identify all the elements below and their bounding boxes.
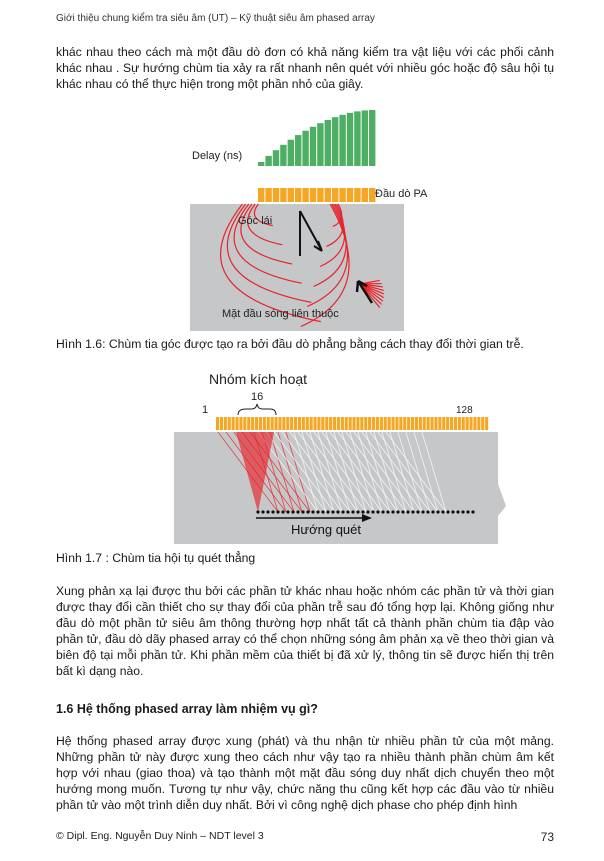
group-brace	[238, 404, 276, 415]
focal-point	[401, 510, 404, 513]
focal-point	[416, 510, 419, 513]
array-element	[399, 417, 402, 430]
focal-point	[331, 510, 334, 513]
array-element	[216, 417, 219, 430]
array-element	[251, 417, 254, 430]
wavefront-label: Mặt đầu sóng liên thuộc	[222, 308, 339, 320]
focal-point	[391, 510, 394, 513]
focal-point	[336, 510, 339, 513]
array-element	[298, 417, 301, 430]
focal-point	[436, 510, 439, 513]
array-element	[427, 417, 430, 430]
probe-element	[317, 188, 323, 202]
probe-element	[258, 188, 264, 202]
delay-bar	[347, 113, 353, 166]
focal-point	[341, 510, 344, 513]
probe-element	[362, 188, 368, 202]
focal-point	[306, 510, 309, 513]
array-element	[349, 417, 352, 430]
focal-point	[376, 510, 379, 513]
array-element	[419, 417, 422, 430]
focal-point	[431, 510, 434, 513]
delay-bar	[317, 123, 323, 166]
focal-point	[291, 510, 294, 513]
array-element	[384, 417, 387, 430]
figure-1-6-caption: Hình 1.6: Chùm tia góc được tạo ra bởi đầu dò phẳng bằng cách thay đổi thời gian trễ.	[56, 337, 524, 351]
array-element	[434, 417, 437, 430]
focal-point	[426, 510, 429, 513]
focal-point	[316, 510, 319, 513]
array-element	[271, 417, 274, 430]
probe-element	[354, 188, 360, 202]
array-element	[415, 417, 418, 430]
array-element	[294, 417, 297, 430]
array-element	[481, 417, 484, 430]
array-element	[239, 417, 242, 430]
array-element	[454, 417, 457, 430]
paragraph-intro: khác nhau theo cách mà một đầu dò đơn có khả năng kiểm tra vật liệu với các phối cảnh khác nhau . Sự hướng chùm tia xảy ra rất nhanh nên quét với nhiều góc hoặc độ sâu hội tụ khác nhau có thể thực hiện trong một phần nhỏ của giây.	[56, 45, 554, 91]
array-element	[345, 417, 348, 430]
focal-point	[456, 510, 459, 513]
array-element	[395, 417, 398, 430]
focal-point	[296, 510, 299, 513]
delay-bar	[280, 145, 286, 166]
linear-array-probe	[216, 417, 488, 430]
paragraph-reception: Xung phản xạ lại được thu bởi các phần tử khác nhau hoặc nhóm các phần tử và thời gian được thay đổi cần thiết cho sự thay đổi của phần trễ sau đó tổng hợp lại. Không giống như đầu dò một phần tử siêu âm thông thường hợp nhất tất cả thành phần chùm tia đập vào phần tử, đầu dò dãy phased array có thể chọn những sóng âm phản xạ về theo thời gian và biên độ tại mỗi phần tử. Khi phần mềm của thiết bị đã xử lý, thông tin sẽ được hiển thị trên bất kì dạng nào.	[56, 584, 554, 678]
delay-bar	[258, 162, 264, 166]
running-header: Giới thiệu chung kiểm tra siêu âm (UT) – Kỹ thuật siêu âm phased array	[56, 13, 375, 24]
delay-bar	[302, 131, 308, 166]
array-element	[267, 417, 270, 430]
focal-point	[281, 510, 284, 513]
focal-point	[461, 510, 464, 513]
array-element	[314, 417, 317, 430]
probe-element	[325, 188, 331, 202]
probe-element	[302, 188, 308, 202]
array-element	[243, 417, 246, 430]
probe-element	[332, 188, 338, 202]
array-element	[442, 417, 445, 430]
array-element	[290, 417, 293, 430]
delay-bar	[288, 140, 294, 166]
focal-point	[266, 510, 269, 513]
probe-element	[339, 188, 345, 202]
array-element	[407, 417, 410, 430]
array-element	[275, 417, 278, 430]
array-element	[360, 417, 363, 430]
focal-point	[406, 510, 409, 513]
focal-point	[346, 510, 349, 513]
scan-direction-label: Hướng quét	[291, 522, 361, 537]
array-element	[220, 417, 223, 430]
array-element	[446, 417, 449, 430]
array-element	[485, 417, 488, 430]
array-element	[333, 417, 336, 430]
array-element	[263, 417, 266, 430]
focal-point	[276, 510, 279, 513]
array-element	[317, 417, 320, 430]
focal-point	[381, 510, 384, 513]
focal-point	[451, 510, 454, 513]
figure-1-7-caption: Hình 1.7 : Chùm tia hội tụ quét thẳng	[56, 551, 256, 565]
focal-point	[326, 510, 329, 513]
probe-element	[288, 188, 294, 202]
array-element	[392, 417, 395, 430]
array-element	[372, 417, 375, 430]
paragraph-system: Hệ thống phased array được xung (phát) và thu nhận từ nhiều phần tử của một mảng. Những phần tử này được xung theo cách như vậy tạo ra nhiều thành phần chùm âm kết hợp với nhau (giao thoa) và tạo thành một mặt đầu sóng duy nhất dịch chuyển theo một hướng mong muốn. Tương tự như vậy, chức năng thu cũng kết hợp các đầu vào từ nhiều phần tử vào một trình diễn duy nhất. Bởi vì công nghệ dịch phase cho phép định hình	[56, 734, 554, 812]
array-element	[321, 417, 324, 430]
focal-point	[396, 510, 399, 513]
array-element	[462, 417, 465, 430]
array-element	[302, 417, 305, 430]
focal-point	[466, 510, 469, 513]
focal-point	[446, 510, 449, 513]
array-element	[353, 417, 356, 430]
delay-bar	[339, 115, 345, 166]
array-element	[438, 417, 441, 430]
array-element	[259, 417, 262, 430]
array-element	[368, 417, 371, 430]
array-element	[364, 417, 367, 430]
array-element	[286, 417, 289, 430]
array-element	[431, 417, 434, 430]
array-element	[224, 417, 227, 430]
focal-point	[356, 510, 359, 513]
focal-point	[411, 510, 414, 513]
focal-point	[366, 510, 369, 513]
probe-element	[273, 188, 279, 202]
delay-bar	[325, 120, 331, 166]
first-element-number: 1	[202, 404, 209, 416]
array-element	[470, 417, 473, 430]
focal-point	[311, 510, 314, 513]
delay-bars	[258, 110, 375, 166]
focal-point	[351, 510, 354, 513]
delay-label: Delay (ns)	[192, 150, 243, 162]
array-element	[329, 417, 332, 430]
delay-bar	[295, 135, 301, 166]
array-element	[247, 417, 250, 430]
focal-point	[286, 510, 289, 513]
focal-point	[301, 510, 304, 513]
figure-1-7	[174, 366, 514, 544]
array-element	[356, 417, 359, 430]
array-element	[278, 417, 281, 430]
array-element	[477, 417, 480, 430]
array-element	[411, 417, 414, 430]
array-element	[337, 417, 340, 430]
phased-array-probe	[258, 188, 375, 202]
array-element	[232, 417, 235, 430]
probe-element	[295, 188, 301, 202]
focal-point	[361, 510, 364, 513]
array-element	[388, 417, 391, 430]
last-element-number: 128	[456, 405, 473, 416]
footer-author: © Dipl. Eng. Nguyễn Duy Ninh – NDT level 3	[56, 830, 264, 842]
focal-point	[386, 510, 389, 513]
array-element	[255, 417, 258, 430]
delay-bar	[369, 110, 375, 166]
group-size: 16	[251, 391, 264, 403]
probe-label: Đầu dò PA	[375, 188, 428, 200]
delay-bar	[265, 156, 271, 166]
array-element	[458, 417, 461, 430]
array-element	[306, 417, 309, 430]
array-element	[310, 417, 313, 430]
array-element	[473, 417, 476, 430]
array-element	[403, 417, 406, 430]
array-element	[228, 417, 231, 430]
delay-bar	[332, 117, 338, 166]
array-element	[341, 417, 344, 430]
focal-point	[421, 510, 424, 513]
delay-bar	[354, 111, 360, 166]
page-number: 73	[540, 830, 554, 844]
page-footer	[56, 830, 554, 842]
array-element	[423, 417, 426, 430]
probe-element	[310, 188, 316, 202]
focal-point	[371, 510, 374, 513]
focal-point	[441, 510, 444, 513]
probe-element	[280, 188, 286, 202]
focal-point	[261, 510, 264, 513]
steering-angle-label: Góc lái	[238, 215, 273, 227]
array-element	[380, 417, 383, 430]
array-element	[466, 417, 469, 430]
probe-element	[347, 188, 353, 202]
array-element	[236, 417, 239, 430]
array-element	[376, 417, 379, 430]
array-element	[325, 417, 328, 430]
figure-1-6	[190, 106, 428, 331]
section-heading: 1.6 Hệ thống phased array làm nhiệm vụ gì?	[56, 702, 318, 716]
focal-point	[471, 510, 474, 513]
array-element	[450, 417, 453, 430]
array-element	[282, 417, 285, 430]
delay-bar	[273, 150, 279, 166]
delay-bar	[310, 127, 316, 166]
delay-bar	[362, 110, 368, 166]
active-group-label: Nhóm kích hoạt	[209, 371, 308, 387]
probe-element	[265, 188, 271, 202]
focal-point	[256, 510, 259, 513]
focal-point	[321, 510, 324, 513]
focal-point	[271, 510, 274, 513]
